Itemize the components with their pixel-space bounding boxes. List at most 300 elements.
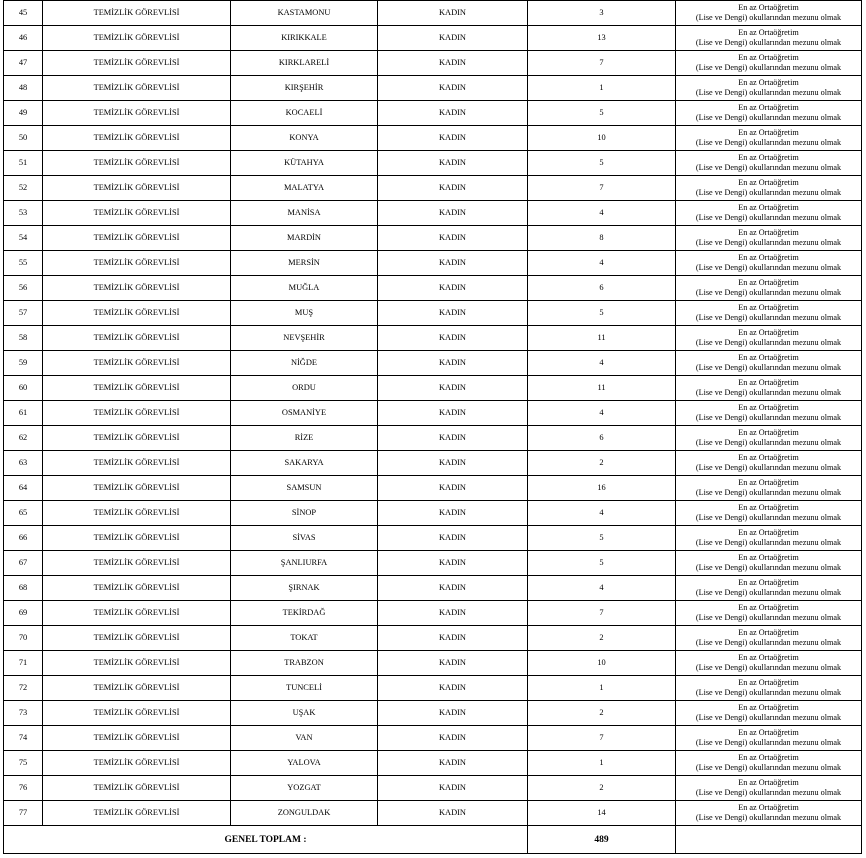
- requirement-line-2: (Lise ve Dengi) okullarından mezunu olmak: [695, 213, 842, 222]
- requirement-line-1: En az Ortaöğretim: [738, 353, 799, 362]
- position-cell: TEMİZLİK GÖREVLİSİ: [43, 301, 231, 326]
- requirement-line-2: (Lise ve Dengi) okullarından mezunu olmak: [695, 238, 842, 247]
- requirement-cell: [676, 301, 862, 326]
- gender-cell: KADIN: [378, 701, 528, 726]
- gender-cell: KADIN: [378, 726, 528, 751]
- count-cell: 1: [528, 751, 676, 776]
- requirement-line-2: (Lise ve Dengi) okullarından mezunu olmak: [695, 513, 842, 522]
- position-cell: TEMİZLİK GÖREVLİSİ: [43, 251, 231, 276]
- positions-table: [3, 0, 862, 854]
- gender-cell: KADIN: [378, 251, 528, 276]
- table-row: [4, 126, 862, 151]
- table-row: [4, 651, 862, 676]
- requirement-line-2: (Lise ve Dengi) okullarından mezunu olmak: [695, 338, 842, 347]
- count-cell: 11: [528, 376, 676, 401]
- gender-cell: KADIN: [378, 801, 528, 826]
- requirement-line-2: (Lise ve Dengi) okullarından mezunu olmak: [695, 438, 842, 447]
- position-cell: TEMİZLİK GÖREVLİSİ: [43, 576, 231, 601]
- row-number-cell: 45: [4, 1, 43, 26]
- requirement-line-1: En az Ortaöğretim: [738, 253, 799, 262]
- province-cell: KIRKLARELİ: [231, 51, 378, 76]
- count-cell: 4: [528, 401, 676, 426]
- requirement-cell: [676, 676, 862, 701]
- requirement-line-2: (Lise ve Dengi) okullarından mezunu olmak: [695, 688, 842, 697]
- count-cell: 14: [528, 801, 676, 826]
- province-cell: NİĞDE: [231, 351, 378, 376]
- requirement-cell: [676, 151, 862, 176]
- requirement-line-1: En az Ortaöğretim: [738, 403, 799, 412]
- position-cell: TEMİZLİK GÖREVLİSİ: [43, 376, 231, 401]
- requirement-line-2: (Lise ve Dengi) okullarından mezunu olmak: [695, 13, 842, 22]
- count-cell: 6: [528, 426, 676, 451]
- table-row: [4, 51, 862, 76]
- requirement-cell: [676, 501, 862, 526]
- requirement-line-1: En az Ortaöğretim: [738, 503, 799, 512]
- table-row: [4, 26, 862, 51]
- position-cell: TEMİZLİK GÖREVLİSİ: [43, 151, 231, 176]
- row-number-cell: 73: [4, 701, 43, 726]
- table-row: [4, 751, 862, 776]
- requirement-line-1: En az Ortaöğretim: [738, 153, 799, 162]
- table-row: [4, 226, 862, 251]
- table-row: [4, 326, 862, 351]
- requirement-line-1: En az Ortaöğretim: [738, 628, 799, 637]
- row-number-cell: 76: [4, 776, 43, 801]
- gender-cell: KADIN: [378, 526, 528, 551]
- requirement-line-1: En az Ortaöğretim: [738, 528, 799, 537]
- province-cell: UŞAK: [231, 701, 378, 726]
- province-cell: KIRŞEHİR: [231, 76, 378, 101]
- requirement-cell: [676, 451, 862, 476]
- position-cell: TEMİZLİK GÖREVLİSİ: [43, 801, 231, 826]
- row-number-cell: 70: [4, 626, 43, 651]
- province-cell: MERSİN: [231, 251, 378, 276]
- table-row: [4, 576, 862, 601]
- position-cell: TEMİZLİK GÖREVLİSİ: [43, 501, 231, 526]
- requirement-line-2: (Lise ve Dengi) okullarından mezunu olmak: [695, 488, 842, 497]
- gender-cell: KADIN: [378, 376, 528, 401]
- table-row: [4, 676, 862, 701]
- requirement-line-2: (Lise ve Dengi) okullarından mezunu olmak: [695, 638, 842, 647]
- province-cell: MUŞ: [231, 301, 378, 326]
- row-number-cell: 67: [4, 551, 43, 576]
- province-cell: MUĞLA: [231, 276, 378, 301]
- gender-cell: KADIN: [378, 676, 528, 701]
- table-body: [4, 1, 862, 854]
- position-cell: TEMİZLİK GÖREVLİSİ: [43, 76, 231, 101]
- requirement-cell: [676, 601, 862, 626]
- table-row: [4, 401, 862, 426]
- count-cell: 7: [528, 601, 676, 626]
- table-row: [4, 776, 862, 801]
- count-cell: 6: [528, 276, 676, 301]
- position-cell: TEMİZLİK GÖREVLİSİ: [43, 751, 231, 776]
- row-number-cell: 68: [4, 576, 43, 601]
- province-cell: TRABZON: [231, 651, 378, 676]
- requirement-line-1: En az Ortaöğretim: [738, 653, 799, 662]
- requirement-cell: [676, 176, 862, 201]
- requirement-line-2: (Lise ve Dengi) okullarından mezunu olmak: [695, 463, 842, 472]
- table-row: [4, 626, 862, 651]
- count-cell: 2: [528, 701, 676, 726]
- requirement-line-1: En az Ortaöğretim: [738, 178, 799, 187]
- count-cell: 7: [528, 726, 676, 751]
- requirement-line-1: En az Ortaöğretim: [738, 103, 799, 112]
- requirement-line-1: En az Ortaöğretim: [738, 703, 799, 712]
- province-cell: RİZE: [231, 426, 378, 451]
- count-cell: 8: [528, 226, 676, 251]
- province-cell: SİNOP: [231, 501, 378, 526]
- table-row: [4, 1, 862, 26]
- table-row: [4, 526, 862, 551]
- gender-cell: KADIN: [378, 276, 528, 301]
- requirement-line-1: En az Ortaöğretim: [738, 303, 799, 312]
- requirement-line-1: En az Ortaöğretim: [738, 578, 799, 587]
- requirement-line-1: En az Ortaöğretim: [738, 278, 799, 287]
- requirement-line-1: En az Ortaöğretim: [738, 778, 799, 787]
- position-cell: TEMİZLİK GÖREVLİSİ: [43, 276, 231, 301]
- table-row: [4, 351, 862, 376]
- requirement-cell: [676, 51, 862, 76]
- gender-cell: KADIN: [378, 426, 528, 451]
- row-number-cell: 50: [4, 126, 43, 151]
- province-cell: ZONGULDAK: [231, 801, 378, 826]
- requirement-line-1: En az Ortaöğretim: [738, 53, 799, 62]
- count-cell: 13: [528, 26, 676, 51]
- requirement-cell: [676, 326, 862, 351]
- position-cell: TEMİZLİK GÖREVLİSİ: [43, 626, 231, 651]
- gender-cell: KADIN: [378, 476, 528, 501]
- province-cell: MALATYA: [231, 176, 378, 201]
- count-cell: 5: [528, 551, 676, 576]
- row-number-cell: 54: [4, 226, 43, 251]
- requirement-cell: [676, 1, 862, 26]
- position-cell: TEMİZLİK GÖREVLİSİ: [43, 776, 231, 801]
- row-number-cell: 63: [4, 451, 43, 476]
- requirement-line-1: En az Ortaöğretim: [738, 28, 799, 37]
- requirement-line-2: (Lise ve Dengi) okullarından mezunu olmak: [695, 588, 842, 597]
- total-empty-cell: [676, 826, 862, 854]
- province-cell: VAN: [231, 726, 378, 751]
- requirement-line-1: En az Ortaöğretim: [738, 603, 799, 612]
- row-number-cell: 59: [4, 351, 43, 376]
- row-number-cell: 58: [4, 326, 43, 351]
- requirement-line-1: En az Ortaöğretim: [738, 328, 799, 337]
- row-number-cell: 52: [4, 176, 43, 201]
- requirement-cell: [676, 526, 862, 551]
- position-cell: TEMİZLİK GÖREVLİSİ: [43, 701, 231, 726]
- table-row: [4, 426, 862, 451]
- gender-cell: KADIN: [378, 201, 528, 226]
- requirement-cell: [676, 251, 862, 276]
- table-row: [4, 726, 862, 751]
- total-value: 489: [528, 826, 676, 854]
- row-number-cell: 56: [4, 276, 43, 301]
- position-cell: TEMİZLİK GÖREVLİSİ: [43, 526, 231, 551]
- requirement-line-2: (Lise ve Dengi) okullarından mezunu olmak: [695, 263, 842, 272]
- row-number-cell: 49: [4, 101, 43, 126]
- requirement-line-1: En az Ortaöğretim: [738, 428, 799, 437]
- gender-cell: KADIN: [378, 626, 528, 651]
- position-cell: TEMİZLİK GÖREVLİSİ: [43, 201, 231, 226]
- count-cell: 2: [528, 451, 676, 476]
- province-cell: YOZGAT: [231, 776, 378, 801]
- gender-cell: KADIN: [378, 401, 528, 426]
- province-cell: TOKAT: [231, 626, 378, 651]
- province-cell: KIRIKKALE: [231, 26, 378, 51]
- position-cell: TEMİZLİK GÖREVLİSİ: [43, 651, 231, 676]
- requirement-cell: [676, 651, 862, 676]
- row-number-cell: 57: [4, 301, 43, 326]
- province-cell: TUNCELİ: [231, 676, 378, 701]
- gender-cell: KADIN: [378, 451, 528, 476]
- position-cell: TEMİZLİK GÖREVLİSİ: [43, 726, 231, 751]
- row-number-cell: 62: [4, 426, 43, 451]
- province-cell: YALOVA: [231, 751, 378, 776]
- position-cell: TEMİZLİK GÖREVLİSİ: [43, 601, 231, 626]
- requirement-line-1: En az Ortaöğretim: [738, 453, 799, 462]
- table-row: [4, 501, 862, 526]
- requirement-line-2: (Lise ve Dengi) okullarından mezunu olmak: [695, 138, 842, 147]
- requirement-line-2: (Lise ve Dengi) okullarından mezunu olmak: [695, 563, 842, 572]
- position-cell: TEMİZLİK GÖREVLİSİ: [43, 51, 231, 76]
- requirement-line-2: (Lise ve Dengi) okullarından mezunu olmak: [695, 63, 842, 72]
- requirement-cell: [676, 226, 862, 251]
- province-cell: ŞIRNAK: [231, 576, 378, 601]
- gender-cell: KADIN: [378, 501, 528, 526]
- row-number-cell: 55: [4, 251, 43, 276]
- requirement-cell: [676, 376, 862, 401]
- gender-cell: KADIN: [378, 351, 528, 376]
- requirement-cell: [676, 576, 862, 601]
- table-row: [4, 176, 862, 201]
- table-row: [4, 551, 862, 576]
- position-cell: TEMİZLİK GÖREVLİSİ: [43, 676, 231, 701]
- gender-cell: KADIN: [378, 226, 528, 251]
- province-cell: KOCAELİ: [231, 101, 378, 126]
- row-number-cell: 61: [4, 401, 43, 426]
- table-row: [4, 76, 862, 101]
- requirement-line-2: (Lise ve Dengi) okullarından mezunu olmak: [695, 613, 842, 622]
- count-cell: 2: [528, 776, 676, 801]
- count-cell: 4: [528, 351, 676, 376]
- position-cell: TEMİZLİK GÖREVLİSİ: [43, 176, 231, 201]
- requirement-line-2: (Lise ve Dengi) okullarından mezunu olmak: [695, 313, 842, 322]
- requirement-line-1: En az Ortaöğretim: [738, 678, 799, 687]
- province-cell: KASTAMONU: [231, 1, 378, 26]
- requirement-line-1: En az Ortaöğretim: [738, 203, 799, 212]
- gender-cell: KADIN: [378, 101, 528, 126]
- table-row: [4, 801, 862, 826]
- row-number-cell: 60: [4, 376, 43, 401]
- table-row: [4, 251, 862, 276]
- count-cell: 1: [528, 76, 676, 101]
- requirement-cell: [676, 26, 862, 51]
- requirement-line-1: En az Ortaöğretim: [738, 3, 799, 12]
- row-number-cell: 65: [4, 501, 43, 526]
- position-cell: TEMİZLİK GÖREVLİSİ: [43, 1, 231, 26]
- requirement-cell: [676, 426, 862, 451]
- count-cell: 4: [528, 501, 676, 526]
- count-cell: 5: [528, 526, 676, 551]
- table-row: [4, 301, 862, 326]
- row-number-cell: 53: [4, 201, 43, 226]
- total-row: [4, 826, 862, 854]
- gender-cell: KADIN: [378, 576, 528, 601]
- position-cell: TEMİZLİK GÖREVLİSİ: [43, 551, 231, 576]
- gender-cell: KADIN: [378, 651, 528, 676]
- position-cell: TEMİZLİK GÖREVLİSİ: [43, 26, 231, 51]
- requirement-cell: [676, 726, 862, 751]
- count-cell: 4: [528, 576, 676, 601]
- count-cell: 16: [528, 476, 676, 501]
- row-number-cell: 64: [4, 476, 43, 501]
- count-cell: 2: [528, 626, 676, 651]
- gender-cell: KADIN: [378, 326, 528, 351]
- requirement-line-1: En az Ortaöğretim: [738, 378, 799, 387]
- table-row: [4, 476, 862, 501]
- table-row: [4, 451, 862, 476]
- count-cell: 11: [528, 326, 676, 351]
- requirement-line-2: (Lise ve Dengi) okullarından mezunu olmak: [695, 738, 842, 747]
- count-cell: 3: [528, 1, 676, 26]
- gender-cell: KADIN: [378, 151, 528, 176]
- province-cell: KONYA: [231, 126, 378, 151]
- position-cell: TEMİZLİK GÖREVLİSİ: [43, 476, 231, 501]
- requirement-line-2: (Lise ve Dengi) okullarından mezunu olmak: [695, 763, 842, 772]
- position-cell: TEMİZLİK GÖREVLİSİ: [43, 426, 231, 451]
- position-cell: TEMİZLİK GÖREVLİSİ: [43, 326, 231, 351]
- position-cell: TEMİZLİK GÖREVLİSİ: [43, 101, 231, 126]
- row-number-cell: 74: [4, 726, 43, 751]
- requirement-cell: [676, 551, 862, 576]
- requirement-cell: [676, 401, 862, 426]
- requirement-line-2: (Lise ve Dengi) okullarından mezunu olmak: [695, 38, 842, 47]
- requirement-cell: [676, 276, 862, 301]
- gender-cell: KADIN: [378, 551, 528, 576]
- requirement-line-2: (Lise ve Dengi) okullarından mezunu olmak: [695, 113, 842, 122]
- gender-cell: KADIN: [378, 176, 528, 201]
- row-number-cell: 66: [4, 526, 43, 551]
- row-number-cell: 46: [4, 26, 43, 51]
- requirement-cell: [676, 801, 862, 826]
- count-cell: 4: [528, 201, 676, 226]
- requirement-cell: [676, 126, 862, 151]
- count-cell: 10: [528, 126, 676, 151]
- position-cell: TEMİZLİK GÖREVLİSİ: [43, 126, 231, 151]
- table-row: [4, 151, 862, 176]
- table-row: [4, 376, 862, 401]
- count-cell: 7: [528, 51, 676, 76]
- gender-cell: KADIN: [378, 26, 528, 51]
- position-cell: TEMİZLİK GÖREVLİSİ: [43, 451, 231, 476]
- province-cell: TEKİRDAĞ: [231, 601, 378, 626]
- requirement-line-1: En az Ortaöğretim: [738, 78, 799, 87]
- province-cell: NEVŞEHİR: [231, 326, 378, 351]
- province-cell: SAKARYA: [231, 451, 378, 476]
- requirement-line-2: (Lise ve Dengi) okullarından mezunu olmak: [695, 413, 842, 422]
- count-cell: 1: [528, 676, 676, 701]
- gender-cell: KADIN: [378, 601, 528, 626]
- table-row: [4, 101, 862, 126]
- requirement-line-1: En az Ortaöğretim: [738, 753, 799, 762]
- requirement-cell: [676, 701, 862, 726]
- position-cell: TEMİZLİK GÖREVLİSİ: [43, 226, 231, 251]
- province-cell: KÜTAHYA: [231, 151, 378, 176]
- count-cell: 5: [528, 301, 676, 326]
- row-number-cell: 48: [4, 76, 43, 101]
- requirement-line-2: (Lise ve Dengi) okullarından mezunu olmak: [695, 713, 842, 722]
- row-number-cell: 77: [4, 801, 43, 826]
- requirement-line-1: En az Ortaöğretim: [738, 803, 799, 812]
- count-cell: 10: [528, 651, 676, 676]
- requirement-line-2: (Lise ve Dengi) okullarından mezunu olmak: [695, 538, 842, 547]
- count-cell: 5: [528, 151, 676, 176]
- requirement-line-2: (Lise ve Dengi) okullarından mezunu olmak: [695, 88, 842, 97]
- count-cell: 7: [528, 176, 676, 201]
- requirement-line-1: En az Ortaöğretim: [738, 553, 799, 562]
- row-number-cell: 47: [4, 51, 43, 76]
- province-cell: SAMSUN: [231, 476, 378, 501]
- requirement-cell: [676, 776, 862, 801]
- row-number-cell: 71: [4, 651, 43, 676]
- requirement-line-2: (Lise ve Dengi) okullarından mezunu olmak: [695, 788, 842, 797]
- province-cell: SİVAS: [231, 526, 378, 551]
- gender-cell: KADIN: [378, 301, 528, 326]
- gender-cell: KADIN: [378, 51, 528, 76]
- province-cell: MANİSA: [231, 201, 378, 226]
- province-cell: MARDİN: [231, 226, 378, 251]
- row-number-cell: 51: [4, 151, 43, 176]
- row-number-cell: 75: [4, 751, 43, 776]
- requirement-line-1: En az Ortaöğretim: [738, 228, 799, 237]
- table-row: [4, 201, 862, 226]
- province-cell: ŞANLIURFA: [231, 551, 378, 576]
- requirement-line-1: En az Ortaöğretim: [738, 728, 799, 737]
- table-row: [4, 701, 862, 726]
- requirement-line-2: (Lise ve Dengi) okullarından mezunu olmak: [695, 663, 842, 672]
- row-number-cell: 72: [4, 676, 43, 701]
- requirement-cell: [676, 76, 862, 101]
- requirement-line-1: En az Ortaöğretim: [738, 478, 799, 487]
- gender-cell: KADIN: [378, 776, 528, 801]
- province-cell: OSMANİYE: [231, 401, 378, 426]
- requirement-cell: [676, 476, 862, 501]
- requirement-line-2: (Lise ve Dengi) okullarından mezunu olmak: [695, 388, 842, 397]
- requirement-line-2: (Lise ve Dengi) okullarından mezunu olmak: [695, 288, 842, 297]
- requirement-cell: [676, 626, 862, 651]
- gender-cell: KADIN: [378, 76, 528, 101]
- position-cell: TEMİZLİK GÖREVLİSİ: [43, 401, 231, 426]
- requirement-line-1: En az Ortaöğretim: [738, 128, 799, 137]
- row-number-cell: 69: [4, 601, 43, 626]
- position-cell: TEMİZLİK GÖREVLİSİ: [43, 351, 231, 376]
- requirement-line-2: (Lise ve Dengi) okullarından mezunu olmak: [695, 163, 842, 172]
- total-label: GENEL TOPLAM :: [4, 826, 528, 854]
- gender-cell: KADIN: [378, 751, 528, 776]
- requirement-cell: [676, 751, 862, 776]
- requirement-line-2: (Lise ve Dengi) okullarından mezunu olmak: [695, 363, 842, 372]
- province-cell: ORDU: [231, 376, 378, 401]
- count-cell: 5: [528, 101, 676, 126]
- requirement-cell: [676, 351, 862, 376]
- requirement-cell: [676, 201, 862, 226]
- gender-cell: KADIN: [378, 126, 528, 151]
- gender-cell: KADIN: [378, 1, 528, 26]
- table-row: [4, 601, 862, 626]
- count-cell: 4: [528, 251, 676, 276]
- requirement-line-2: (Lise ve Dengi) okullarından mezunu olmak: [695, 188, 842, 197]
